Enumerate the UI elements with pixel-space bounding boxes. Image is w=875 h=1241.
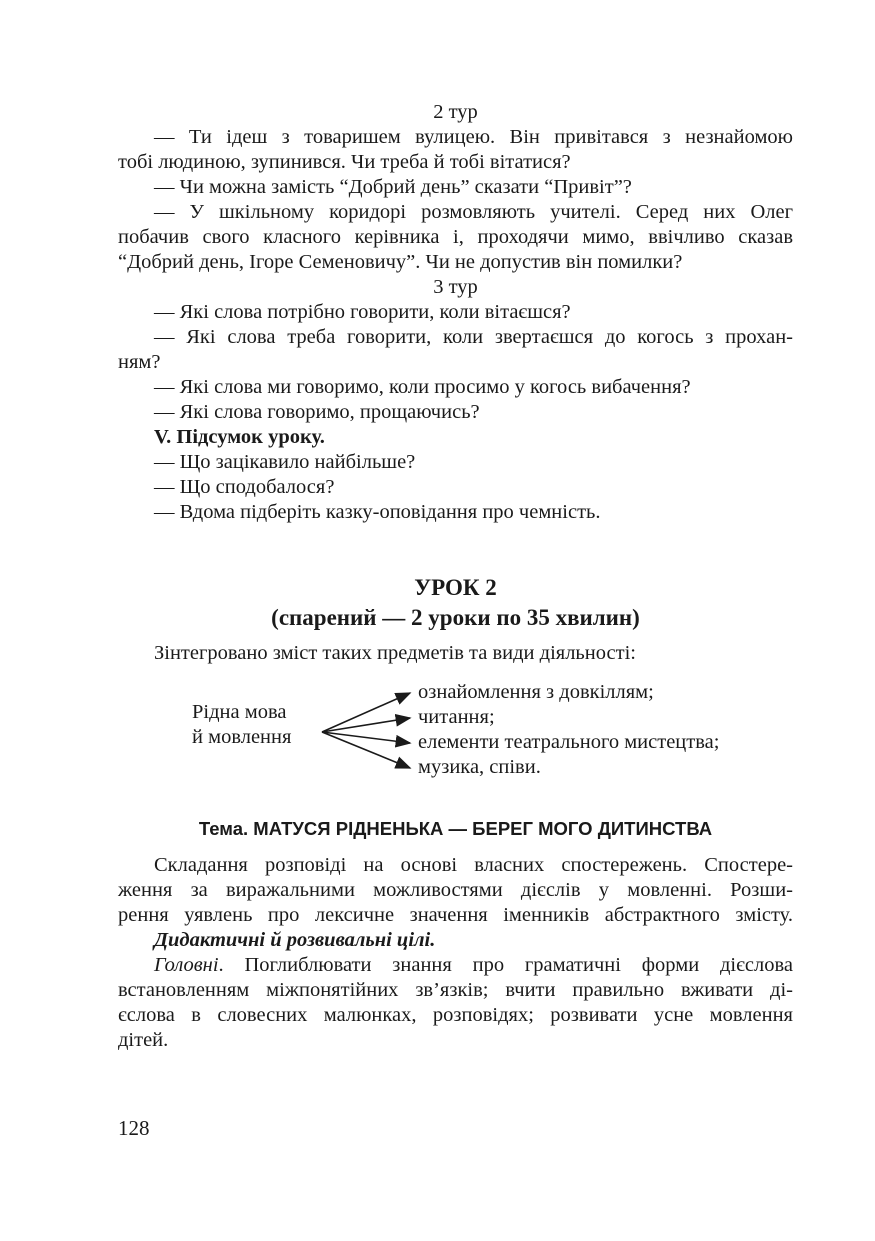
round-3-question-2-line-1: — Які слова треба говорити, коли звертаєшся до когось з прохан-	[154, 326, 793, 348]
topic-paragraph-line-1: Складання розповіді на основі власних спостережень. Спостере-	[154, 854, 793, 876]
diagram-target-4: музика, співи.	[418, 756, 541, 778]
round-3-question-1: — Які слова потрібно говорити, коли вітаєшся?	[154, 301, 571, 323]
main-goals-line-3: єслова в словесних малюнках, розповідях; розвивати усне мовлення	[118, 1004, 793, 1026]
topic-heading: Тема. МАТУСЯ РІДНЕНЬКА — БЕРЕГ МОГО ДИТИНСТВА	[198, 818, 713, 839]
summary-question-2: — Що сподобалося?	[154, 476, 335, 498]
diagram-targets	[418, 680, 719, 780]
lesson-title: УРОК 2	[414, 575, 497, 600]
summary-question-1: — Що зацікавило найбільше?	[154, 451, 416, 473]
diagram-target-3: елементи театрального мистецтва;	[418, 731, 720, 753]
round-2-question-1-line-1: — Ти ідеш з товаришем вулицею. Він привітався з незнайомою	[154, 126, 793, 148]
round-3-question-3: — Які слова ми говоримо, коли просимо у когось вибачення?	[154, 376, 691, 398]
summary-heading: V. Підсумок уроку.	[154, 426, 325, 448]
diagram-target-2: читання;	[418, 706, 495, 728]
main-goals-line-2: встановленням міжпонятійних зв’язків; вчити правильно вживати ді-	[118, 979, 793, 1001]
round-2-question-3-line-2: побачив свого класного керівника і, проходячи мимо, ввічливо сказав	[118, 226, 793, 248]
lesson-intro: Зінтегровано зміст таких предметів та види діяльності:	[154, 642, 636, 664]
round-2-question-3-line-3: “Добрий день, Ігоре Семеновичу”. Чи не допустив він помилки?	[118, 251, 683, 273]
main-goals-line-1-text: . Поглиблювати знання про граматичні форми дієслова	[218, 954, 793, 976]
diagram-source-line-2: й мовлення	[192, 726, 292, 748]
topic-paragraph-line-3: рення уявлень про лексичне значення іменників абстрактного змісту.	[118, 904, 793, 926]
page-number: 128	[118, 1116, 150, 1140]
main-goals-label: Головні	[154, 954, 219, 976]
goals-heading: Дидактичні й розвивальні цілі.	[154, 929, 436, 951]
main-goals-line-1	[118, 953, 793, 978]
diagram-source-line-1: Рідна мова	[192, 701, 287, 723]
main-goals-line-4: дітей.	[118, 1029, 169, 1051]
integration-diagram	[118, 681, 793, 786]
round-3-question-2-line-2: ням?	[118, 351, 161, 373]
diagram-arrows	[318, 686, 418, 786]
arrow-to-target-2	[322, 718, 410, 732]
arrow-to-target-1	[322, 693, 410, 732]
round-2-question-1-line-2: тобі людиною, зупинився. Чи треба й тобі вітатися?	[118, 151, 571, 173]
round-2-question-2: — Чи можна замість “Добрий день” сказати “Привіт”?	[154, 176, 632, 198]
lesson-subtitle: (спарений — 2 уроки по 35 хвилин)	[271, 605, 640, 630]
round-3-question-4: — Які слова говоримо, прощаючись?	[154, 401, 480, 423]
diagram-target-1: ознайомлення з довкіллям;	[418, 681, 654, 703]
topic-paragraph-line-2: ження за виражальними можливостями дієслів у мовленні. Розши-	[118, 879, 793, 901]
round-2-question-3-line-1: — У шкільному коридорі розмовляють учителі. Серед них Олег	[154, 201, 793, 223]
round-2-title: 2 тур	[433, 101, 478, 123]
round-3-title: 3 тур	[433, 276, 478, 298]
summary-question-3: — Вдома підберіть казку-оповідання про чемність.	[154, 501, 601, 523]
diagram-source	[192, 700, 291, 750]
page-body	[118, 100, 793, 1053]
